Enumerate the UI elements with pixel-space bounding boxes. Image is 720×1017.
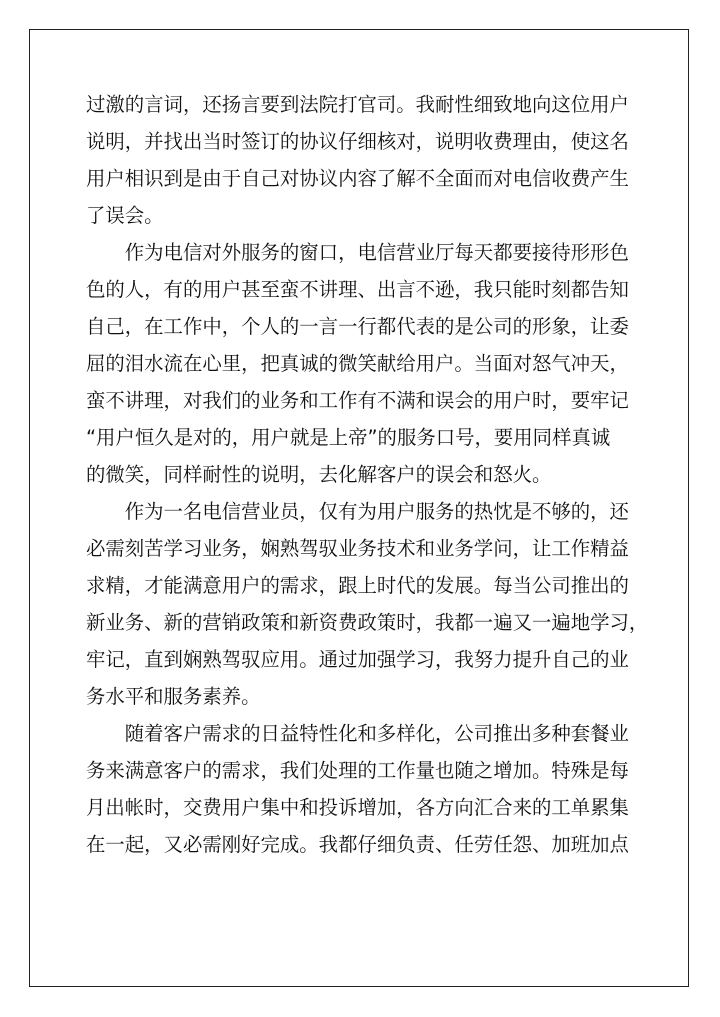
text-line: “用户恒久是对的，用户就是上帝”的服务口号，要用同样真诚 [86,426,611,449]
text-line: 了误会。 [86,204,164,227]
text-line: 必需刻苦学习业务，娴熟驾驭业务技术和业务学问，让工作精益 [86,537,629,560]
text-line: 作为一名电信营业员，仅有为用户服务的热忱是不够的，还 [86,500,629,523]
text-line: 自己，在工作中，个人的一言一行都代表的是公司的形象，让委 [86,315,629,338]
text-line: 用户相识到是由于自己对协议内容了解不全面而对电信收费产生 [86,167,629,190]
text-line: 色的人，有的用户甚至蛮不讲理、出言不逊，我只能时刻都告知 [86,278,629,301]
text-line: 牢记，直到娴熟驾驭应用。通过加强学习，我努力提升自己的业 [86,648,629,671]
text-line: 屈的泪水流在心里，把真诚的微笑献给用户。当面对怒气冲天， [86,352,629,375]
text-line: 作为电信对外服务的窗口，电信营业厅每天都要接待形形色 [86,241,629,264]
text-line: 说明，并找出当时签订的协议仔细核对，说明收费理由，使这名 [86,130,629,153]
text-line: 的微笑，同样耐性的说明，去化解客户的误会和怒火。 [86,463,552,486]
document-body [86,86,649,863]
text-line: 过激的言词，还扬言要到法院打官司。我耐性细致地向这位用户 [86,93,629,116]
text-line: 求精，才能满意用户的需求，跟上时代的发展。每当公司推出的 [86,574,629,597]
text-line: 在一起，又必需刚好完成。我都仔细负责、任劳任怨、加班加点 [86,833,629,856]
text-line: 随着客户需求的日益特性化和多样化，公司推出多种套餐业 [86,722,629,745]
text-line: 务来满意客户的需求，我们处理的工作量也随之增加。特殊是每 [86,759,629,782]
text-line: 新业务、新的营销政策和新资费政策时，我都一遍又一遍地学习， [86,611,649,634]
text-line: 务水平和服务素养。 [86,685,261,708]
text-line: 蛮不讲理，对我们的业务和工作有不满和误会的用户时，要牢记 [86,389,629,412]
text-line: 月出帐时，交费用户集中和投诉增加，各方向汇合来的工单累集 [86,796,629,819]
